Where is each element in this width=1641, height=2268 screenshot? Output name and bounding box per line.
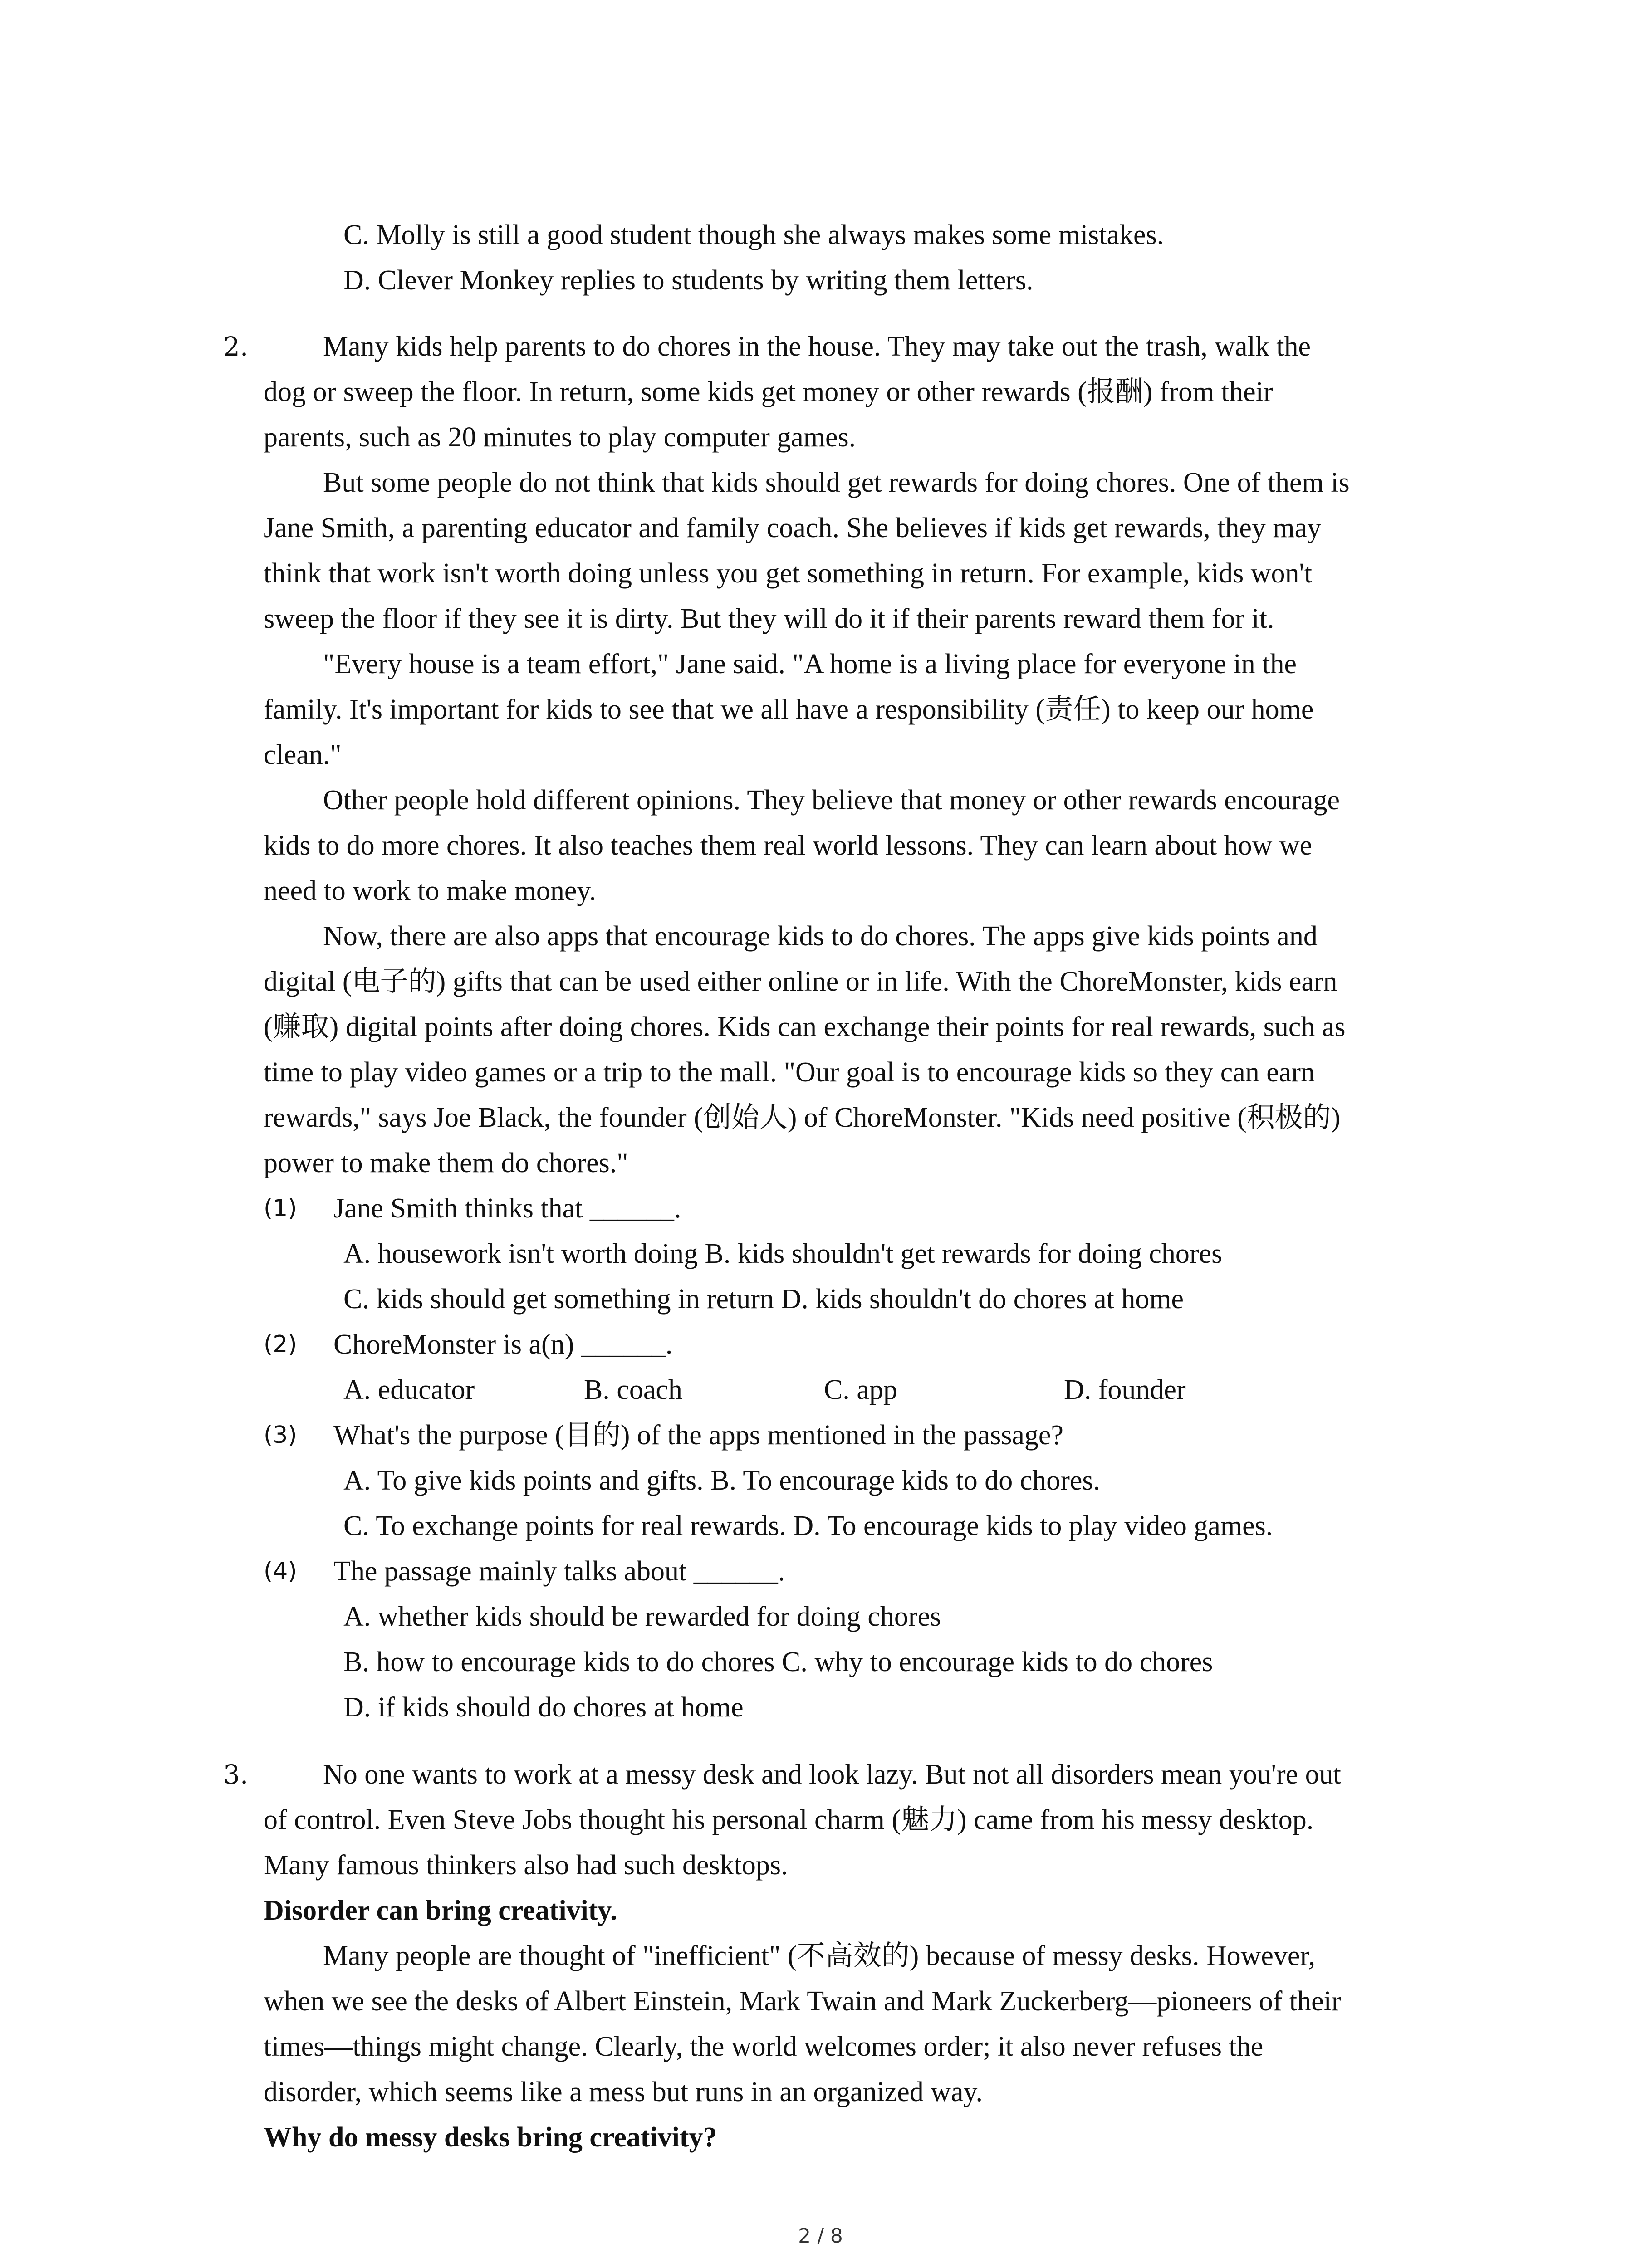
q2-line-15: digital (电子的) gifts that can be used either online or in life. With the ChoreMonster, kids earn: [264, 966, 1337, 997]
q2-sub2-option-a: A. educator: [343, 1374, 475, 1405]
q2-line-13: need to work to make money.: [264, 875, 596, 906]
q3-heading-why: Why do messy desks bring creativity?: [264, 2122, 717, 2153]
q2-sub4-stem: The passage mainly talks about ______.: [333, 1556, 785, 1587]
q2-line-19: power to make them do chores.": [264, 1148, 628, 1178]
q2-sub2-option-d: D. founder: [1064, 1374, 1186, 1405]
q2-line-1: Many kids help parents to do chores in the house. They may take out the trash, walk the: [323, 331, 1311, 362]
q2-sub1-option-ab: A. housework isn't worth doing B. kids shouldn't get rewards for doing chores: [343, 1238, 1223, 1269]
q3-line-7: disorder, which seems like a mess but runs in an organized way.: [264, 2077, 983, 2107]
q2-line-17: time to play video games or a trip to the mall. "Our goal is to encourage kids so they can earn: [264, 1057, 1315, 1088]
q2-line-14: Now, there are also apps that encourage kids to do chores. The apps give kids points and: [323, 921, 1318, 952]
q2-sub2-option-c: C. app: [824, 1374, 897, 1405]
page-number: 2 / 8: [798, 2224, 843, 2248]
q2-sub2-option-b: B. coach: [584, 1374, 682, 1405]
q3-line-2: of control. Even Steve Jobs thought his personal charm (魅力) came from his messy desktop.: [264, 1804, 1314, 1835]
q2-line-7: sweep the floor if they see it is dirty. But they will do it if their parents reward them for it.: [264, 603, 1274, 634]
q2-sub3-option-ab: A. To give kids points and gifts. B. To encourage kids to do chores.: [343, 1465, 1101, 1496]
q3-heading-disorder: Disorder can bring creativity.: [264, 1895, 617, 1926]
q2-sub3-option-cd: C. To exchange points for real rewards. D. To encourage kids to play video games.: [343, 1510, 1273, 1541]
q2-sub1-stem: Jane Smith thinks that ______.: [333, 1193, 681, 1224]
q2-sub1-number: (1): [264, 1195, 297, 1222]
q2-sub3-number: (3): [264, 1422, 297, 1449]
q2-sub3-stem: What's the purpose (目的) of the apps mentioned in the passage?: [333, 1420, 1063, 1451]
q2-line-5: Jane Smith, a parenting educator and family coach. She believes if kids get rewards, they may: [264, 513, 1322, 543]
q2-sub4-option-d: D. if kids should do chores at home: [343, 1692, 744, 1723]
q2-sub2-number: (2): [264, 1331, 297, 1358]
q2-line-16: (赚取) digital points after doing chores. Kids can exchange their points for real rewards, such as: [264, 1012, 1346, 1042]
q2-sub4-option-bc: B. how to encourage kids to do chores C. why to encourage kids to do chores: [343, 1647, 1213, 1677]
q3-line-6: times—things might change. Clearly, the world welcomes order; it also never refuses the: [264, 2031, 1264, 2062]
q3-line-1: No one wants to work at a messy desk and look lazy. But not all disorders mean you're out: [323, 1759, 1341, 1790]
q3-line-4: Many people are thought of "inefficient" (不高效的) because of messy desks. However,: [323, 1941, 1316, 1971]
q2-sub2-stem: ChoreMonster is a(n) ______.: [333, 1329, 673, 1360]
q2-line-11: Other people hold different opinions. They believe that money or other rewards encourage: [323, 785, 1340, 816]
q2-sub1-option-cd: C. kids should get something in return D. kids shouldn't do chores at home: [343, 1284, 1184, 1315]
q2-line-12: kids to do more chores. It also teaches them real world lessons. They can learn about how we: [264, 830, 1313, 861]
q2-line-4: But some people do not think that kids should get rewards for doing chores. One of them is: [323, 467, 1350, 498]
q2-sub4-option-a: A. whether kids should be rewarded for doing chores: [343, 1601, 941, 1632]
q1-option-d: D. Clever Monkey replies to students by writing them letters.: [343, 265, 1034, 296]
q2-line-8: "Every house is a team effort," Jane said. "A home is a living place for everyone in the: [323, 649, 1297, 679]
q2-line-9: family. It's important for kids to see that we all have a responsibility (责任) to keep our home: [264, 694, 1314, 725]
q2-line-10: clean.": [264, 739, 342, 770]
q3-line-5: when we see the desks of Albert Einstein, Mark Twain and Mark Zuckerberg—pioneers of their: [264, 1986, 1341, 2017]
q2-line-2: dog or sweep the floor. In return, some kids get money or other rewards (报酬) from their: [264, 376, 1273, 407]
q2-line-6: think that work isn't worth doing unless you get something in return. For example, kids won't: [264, 558, 1312, 589]
q3-number: 3.: [223, 1759, 249, 1790]
q2-line-3: parents, such as 20 minutes to play computer games.: [264, 422, 856, 453]
q3-line-3: Many famous thinkers also had such desktops.: [264, 1850, 788, 1881]
q1-option-c: C. Molly is still a good student though she always makes some mistakes.: [343, 220, 1164, 250]
q2-sub4-number: (4): [264, 1558, 297, 1585]
q2-number: 2.: [223, 331, 249, 362]
q2-line-18: rewards," says Joe Black, the founder (创始人) of ChoreMonster. "Kids need positive (积极的): [264, 1102, 1341, 1133]
